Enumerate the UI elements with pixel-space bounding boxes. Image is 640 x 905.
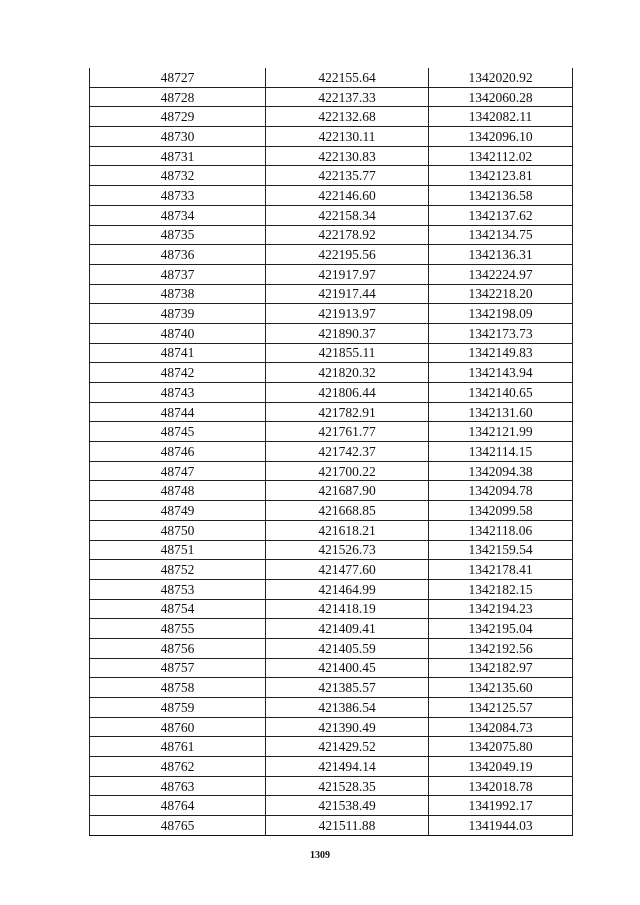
table-row (90, 284, 573, 304)
table-row (90, 461, 573, 481)
y-coordinate-cell: 1342125.57 (429, 698, 573, 718)
table-row (90, 560, 573, 580)
x-coordinate-cell: 421494.14 (266, 757, 429, 777)
x-coordinate-cell: 422132.68 (266, 107, 429, 127)
point-id-cell: 48730 (90, 127, 266, 147)
y-coordinate-cell: 1342143.94 (429, 363, 573, 383)
table-row (90, 757, 573, 777)
point-id-cell: 48742 (90, 363, 266, 383)
point-id-cell: 48729 (90, 107, 266, 127)
table-row (90, 481, 573, 501)
y-coordinate-cell: 1342182.15 (429, 579, 573, 599)
x-coordinate-cell: 421687.90 (266, 481, 429, 501)
x-coordinate-cell: 421917.44 (266, 284, 429, 304)
point-id-cell: 48738 (90, 284, 266, 304)
x-coordinate-cell: 421700.22 (266, 461, 429, 481)
y-coordinate-cell: 1342049.19 (429, 757, 573, 777)
y-coordinate-cell: 1342136.31 (429, 245, 573, 265)
x-coordinate-cell: 421429.52 (266, 737, 429, 757)
x-coordinate-cell: 421820.32 (266, 363, 429, 383)
x-coordinate-cell: 421418.19 (266, 599, 429, 619)
point-id-cell: 48731 (90, 146, 266, 166)
point-id-cell: 48759 (90, 698, 266, 718)
x-coordinate-cell: 422130.83 (266, 146, 429, 166)
x-coordinate-cell: 421742.37 (266, 442, 429, 462)
x-coordinate-cell: 422155.64 (266, 68, 429, 87)
y-coordinate-cell: 1342173.73 (429, 323, 573, 343)
point-id-cell: 48744 (90, 402, 266, 422)
point-id-cell: 48751 (90, 540, 266, 560)
y-coordinate-cell: 1342060.28 (429, 87, 573, 107)
point-id-cell: 48753 (90, 579, 266, 599)
table-row (90, 87, 573, 107)
y-coordinate-cell: 1342137.62 (429, 205, 573, 225)
table-row (90, 658, 573, 678)
table-row (90, 245, 573, 265)
coordinate-table-body (90, 68, 573, 835)
point-id-cell: 48741 (90, 343, 266, 363)
x-coordinate-cell: 421668.85 (266, 501, 429, 521)
x-coordinate-cell: 421913.97 (266, 304, 429, 324)
x-coordinate-cell: 421511.88 (266, 816, 429, 836)
point-id-cell: 48755 (90, 619, 266, 639)
table-row (90, 146, 573, 166)
point-id-cell: 48756 (90, 638, 266, 658)
table-row (90, 343, 573, 363)
point-id-cell: 48739 (90, 304, 266, 324)
x-coordinate-cell: 421409.41 (266, 619, 429, 639)
point-id-cell: 48735 (90, 225, 266, 245)
x-coordinate-cell: 422137.33 (266, 87, 429, 107)
x-coordinate-cell: 421538.49 (266, 796, 429, 816)
table-row (90, 599, 573, 619)
point-id-cell: 48736 (90, 245, 266, 265)
y-coordinate-cell: 1342195.04 (429, 619, 573, 639)
point-id-cell: 48734 (90, 205, 266, 225)
y-coordinate-cell: 1342018.78 (429, 776, 573, 796)
x-coordinate-cell: 421917.97 (266, 264, 429, 284)
table-row (90, 619, 573, 639)
point-id-cell: 48754 (90, 599, 266, 619)
y-coordinate-cell: 1341944.03 (429, 816, 573, 836)
point-id-cell: 48750 (90, 520, 266, 540)
x-coordinate-cell: 421464.99 (266, 579, 429, 599)
point-id-cell: 48757 (90, 658, 266, 678)
coordinate-table (89, 68, 573, 836)
x-coordinate-cell: 421526.73 (266, 540, 429, 560)
x-coordinate-cell: 422130.11 (266, 127, 429, 147)
point-id-cell: 48737 (90, 264, 266, 284)
y-coordinate-cell: 1342194.23 (429, 599, 573, 619)
table-row (90, 68, 573, 87)
x-coordinate-cell: 421385.57 (266, 678, 429, 698)
table-row (90, 776, 573, 796)
point-id-cell: 48746 (90, 442, 266, 462)
x-coordinate-cell: 421405.59 (266, 638, 429, 658)
point-id-cell: 48761 (90, 737, 266, 757)
y-coordinate-cell: 1342084.73 (429, 717, 573, 737)
table-row (90, 402, 573, 422)
table-row (90, 186, 573, 206)
point-id-cell: 48728 (90, 87, 266, 107)
x-coordinate-cell: 421386.54 (266, 698, 429, 718)
y-coordinate-cell: 1342224.97 (429, 264, 573, 284)
y-coordinate-cell: 1342178.41 (429, 560, 573, 580)
y-coordinate-cell: 1342075.80 (429, 737, 573, 757)
point-id-cell: 48765 (90, 816, 266, 836)
table-row (90, 816, 573, 836)
x-coordinate-cell: 422158.34 (266, 205, 429, 225)
table-row (90, 383, 573, 403)
x-coordinate-cell: 421890.37 (266, 323, 429, 343)
y-coordinate-cell: 1342136.58 (429, 186, 573, 206)
x-coordinate-cell: 422146.60 (266, 186, 429, 206)
y-coordinate-cell: 1342121.99 (429, 422, 573, 442)
y-coordinate-cell: 1342140.65 (429, 383, 573, 403)
x-coordinate-cell: 421477.60 (266, 560, 429, 580)
point-id-cell: 48748 (90, 481, 266, 501)
y-coordinate-cell: 1342094.38 (429, 461, 573, 481)
point-id-cell: 48758 (90, 678, 266, 698)
point-id-cell: 48732 (90, 166, 266, 186)
y-coordinate-cell: 1341992.17 (429, 796, 573, 816)
point-id-cell: 48762 (90, 757, 266, 777)
table-row (90, 579, 573, 599)
y-coordinate-cell: 1342096.10 (429, 127, 573, 147)
y-coordinate-cell: 1342182.97 (429, 658, 573, 678)
point-id-cell: 48760 (90, 717, 266, 737)
point-id-cell: 48747 (90, 461, 266, 481)
table-row (90, 501, 573, 521)
x-coordinate-cell: 421761.77 (266, 422, 429, 442)
y-coordinate-cell: 1342149.83 (429, 343, 573, 363)
point-id-cell: 48740 (90, 323, 266, 343)
table-row (90, 205, 573, 225)
x-coordinate-cell: 421390.49 (266, 717, 429, 737)
point-id-cell: 48727 (90, 68, 266, 87)
y-coordinate-cell: 1342134.75 (429, 225, 573, 245)
table-row (90, 520, 573, 540)
x-coordinate-cell: 421618.21 (266, 520, 429, 540)
point-id-cell: 48733 (90, 186, 266, 206)
y-coordinate-cell: 1342192.56 (429, 638, 573, 658)
x-coordinate-cell: 421806.44 (266, 383, 429, 403)
table-row (90, 166, 573, 186)
point-id-cell: 48764 (90, 796, 266, 816)
table-row (90, 442, 573, 462)
x-coordinate-cell: 421400.45 (266, 658, 429, 678)
y-coordinate-cell: 1342159.54 (429, 540, 573, 560)
point-id-cell: 48743 (90, 383, 266, 403)
y-coordinate-cell: 1342114.15 (429, 442, 573, 462)
table-row (90, 638, 573, 658)
table-row (90, 304, 573, 324)
point-id-cell: 48752 (90, 560, 266, 580)
y-coordinate-cell: 1342118.06 (429, 520, 573, 540)
x-coordinate-cell: 422135.77 (266, 166, 429, 186)
table-row (90, 737, 573, 757)
y-coordinate-cell: 1342094.78 (429, 481, 573, 501)
y-coordinate-cell: 1342082.11 (429, 107, 573, 127)
y-coordinate-cell: 1342135.60 (429, 678, 573, 698)
table-row (90, 698, 573, 718)
table-row (90, 717, 573, 737)
table-row (90, 225, 573, 245)
point-id-cell: 48745 (90, 422, 266, 442)
table-row (90, 363, 573, 383)
x-coordinate-cell: 422195.56 (266, 245, 429, 265)
page-number: 1309 (310, 850, 330, 861)
table-row (90, 127, 573, 147)
y-coordinate-cell: 1342020.92 (429, 68, 573, 87)
y-coordinate-cell: 1342112.02 (429, 146, 573, 166)
point-id-cell: 48763 (90, 776, 266, 796)
table-row (90, 540, 573, 560)
x-coordinate-cell: 421782.91 (266, 402, 429, 422)
x-coordinate-cell: 422178.92 (266, 225, 429, 245)
table-row (90, 796, 573, 816)
y-coordinate-cell: 1342099.58 (429, 501, 573, 521)
y-coordinate-cell: 1342123.81 (429, 166, 573, 186)
x-coordinate-cell: 421855.11 (266, 343, 429, 363)
y-coordinate-cell: 1342131.60 (429, 402, 573, 422)
x-coordinate-cell: 421528.35 (266, 776, 429, 796)
table-row (90, 107, 573, 127)
table-row (90, 323, 573, 343)
table-row (90, 422, 573, 442)
y-coordinate-cell: 1342218.20 (429, 284, 573, 304)
table-row (90, 678, 573, 698)
table-row (90, 264, 573, 284)
point-id-cell: 48749 (90, 501, 266, 521)
y-coordinate-cell: 1342198.09 (429, 304, 573, 324)
